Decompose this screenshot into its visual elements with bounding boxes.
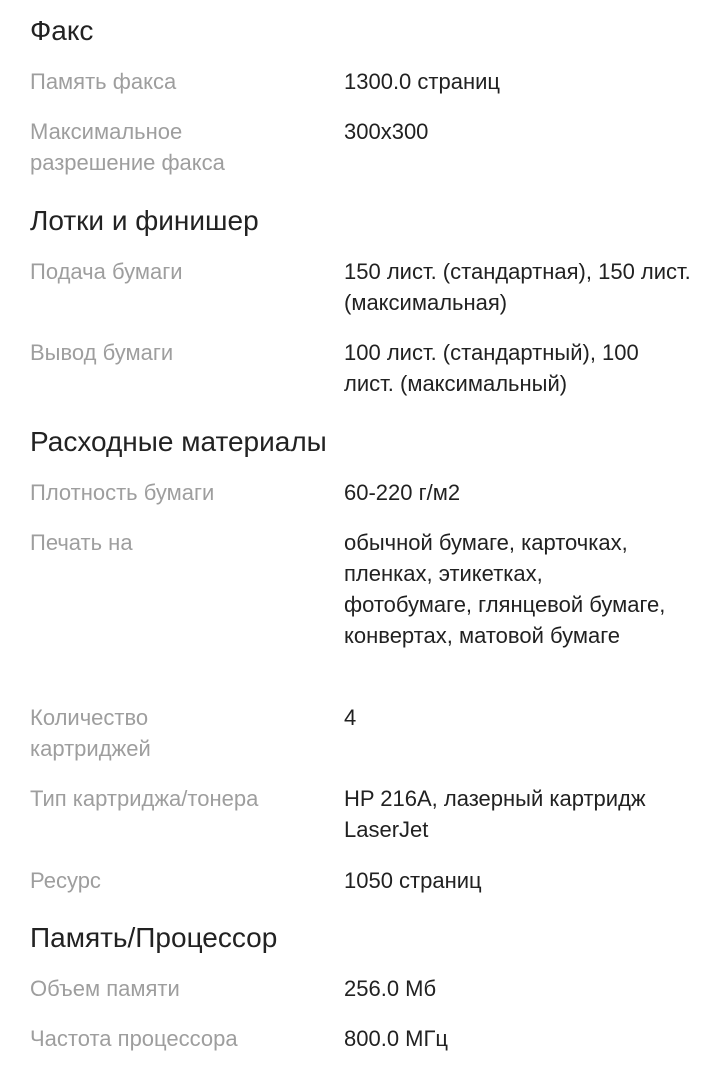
spec-value-paper-output: 100 лист. (стандартный), 100 лист. (максимальный): [344, 340, 639, 396]
spec-label-yield: Ресурс: [30, 868, 101, 893]
spec-value-cartridge-type: HP 216A, лазерный картридж LaserJet: [344, 786, 646, 842]
section-title-fax: Факс: [30, 15, 94, 46]
spec-value-fax-resolution: 300x300: [344, 119, 429, 144]
spec-value-memory-size: 256.0 Мб: [344, 976, 437, 1001]
spec-value-fax-memory: 1300.0 страниц: [344, 69, 500, 94]
spec-label-memory-size: Объем памяти: [30, 976, 180, 1001]
spec-value-paper-weight: 60-220 г/м2: [344, 480, 461, 505]
section-title-trays: Лотки и финишер: [30, 205, 259, 236]
spec-label-fax-resolution: Максимальное разрешение факса: [30, 119, 225, 175]
spec-label-paper-input: Подача бумаги: [30, 259, 183, 284]
spec-label-print-media: Печать на: [30, 530, 133, 555]
spec-label-paper-weight: Плотность бумаги: [30, 480, 215, 505]
spec-value-yield: 1050 страниц: [344, 868, 482, 893]
spec-label-cartridge-count: Количество картриджей: [30, 705, 151, 761]
spec-label-cartridge-type: Тип картриджа/тонера: [30, 786, 259, 811]
spec-value-cartridge-count: 4: [344, 705, 357, 730]
section-title-consumables: Расходные материалы: [30, 426, 327, 457]
spec-value-cpu-frequency: 800.0 МГц: [344, 1026, 449, 1051]
spec-label-cpu-frequency: Частота процессора: [30, 1026, 238, 1051]
spec-value-paper-input: 150 лист. (стандартная), 150 лист. (максимальная): [344, 259, 691, 315]
spec-value-print-media: обычной бумаге, карточках, пленках, этикетках, фотобумаге, глянцевой бумаге, конвертах, матовой бумаге: [344, 530, 666, 648]
section-title-memory-processor: Память/Процессор: [30, 922, 278, 953]
spec-label-paper-output: Вывод бумаги: [30, 340, 174, 365]
spec-label-fax-memory: Память факса: [30, 69, 177, 94]
